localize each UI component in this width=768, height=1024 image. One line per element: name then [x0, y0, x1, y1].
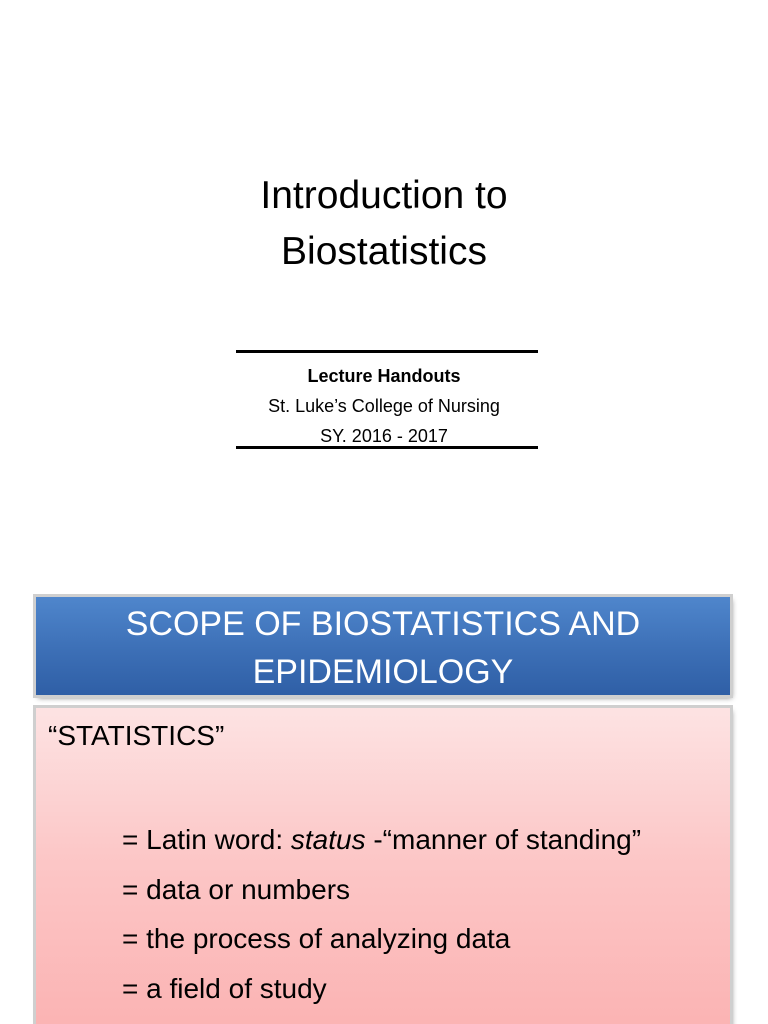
- header-line-1: SCOPE OF BIOSTATISTICS AND: [125, 605, 641, 643]
- school-year: SY. 2016 - 2017: [320, 426, 448, 446]
- scope-header-title: [36, 600, 730, 696]
- top-divider: [236, 350, 538, 353]
- definition-content-box: [36, 708, 730, 1024]
- bottom-divider: [236, 446, 538, 449]
- definition-item-latin: [122, 815, 641, 865]
- definition-prefix: = Latin word:: [122, 824, 291, 855]
- presentation-title: [0, 168, 768, 280]
- definition-italic-word: status: [290, 824, 366, 855]
- header-line-2: EPIDEMIOLOGY: [252, 653, 514, 691]
- definition-suffix: -“manner of standing”: [365, 824, 642, 855]
- subtitle-lecture-handouts: Lecture Handouts: [307, 366, 461, 386]
- statistics-term: “STATISTICS”: [48, 720, 225, 751]
- definition-item-data: = data or numbers: [122, 873, 351, 905]
- scope-header-box: [36, 597, 730, 695]
- definition-item-field: = a field of study: [122, 972, 327, 1004]
- institution-name: St. Luke’s College of Nursing: [268, 396, 500, 416]
- title-line-2: Biostatistics: [281, 230, 487, 273]
- title-line-1: Introduction to: [260, 174, 508, 217]
- definition-item-process: = the process of analyzing data: [122, 923, 511, 954]
- definition-list: [122, 815, 641, 1013]
